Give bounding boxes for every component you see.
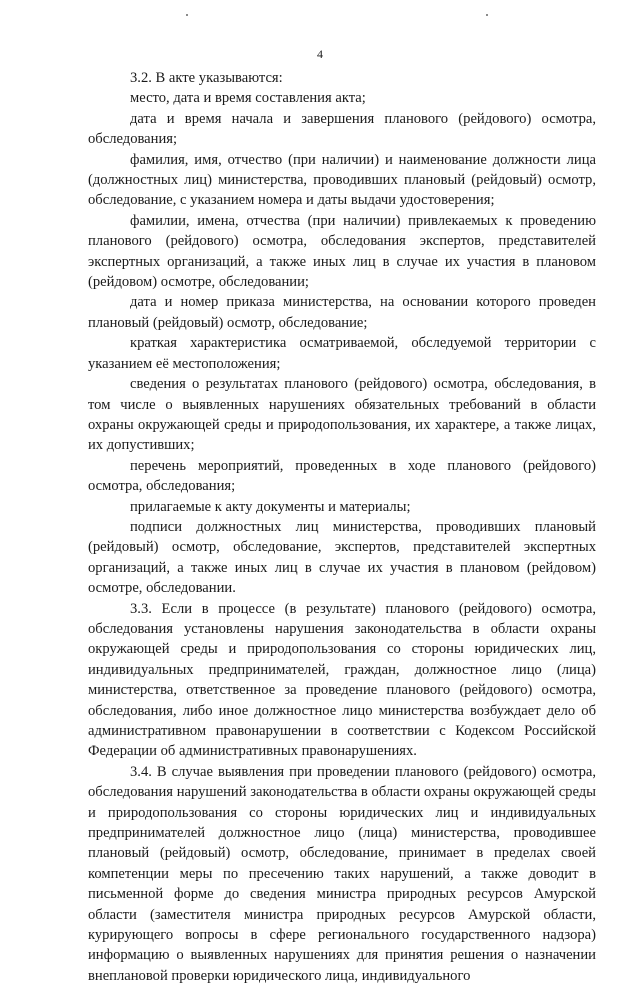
list-item: дата и номер приказа министерства, на основании которого проведен плановый (рейдовый) осмотр, обследование; [88,294,596,331]
list-item: дата и время начала и завершения планового (рейдового) осмотра, обследования; [88,110,596,148]
scan-speck [186,14,188,16]
list-item: сведения о результатах планового (рейдового) осмотра, обследования, в том числе о выявленных нарушениях обязательных требований в области охраны окружающей среды и природопользования, их характере, а также лицах, их допустивших; [88,376,596,454]
scan-speck [486,14,488,16]
page-number: 4 [317,47,323,61]
document-body [88,68,596,986]
list-item: подписи должностных лиц министерства, проводивших плановый (рейдовый) осмотр, обследование, экспертов, представителей экспертных организаций, а также иных лиц в случае их участия в плановом (рейдовом) осмотре, обследовании. [88,518,596,597]
list-item: фамилия, имя, отчество (при наличии) и наименование должности лица (должностных лиц) министерства, проводивших плановый (рейдовый) осмотр, обследование, с указанием номера и даты выдачи удостоверения; [88,151,596,209]
paragraph-3-4: 3.4. В случае выявления при проведении планового (рейдового) осмотра, обследования нарушений законодательства в области охраны окружающей среды и природопользования со стороны юридических лиц и индивидуальных предпринимателей должностное лицо (лица) министерства, проводившее плановый (рейдовый) осмотр, обследование, принимает в пределах своей компетенции меры по пресечению таких нарушений, а также доводит в письменной форме до сведения министра природных ресурсов Амурской области (заместителя министра природных ресурсов Амурской области, курирующего вопросы в сфере регионального государственного надзора) информацию о выявленных нарушениях для принятия решения о назначении внеплановой проверки юридического лица, индивидуального [88,763,596,984]
list-item: место, дата и время составления акта; [130,90,366,107]
list-item: прилагаемые к акту документы и материалы; [130,498,411,515]
list-item: фамилии, имена, отчества (при наличии) привлекаемых к проведению планового (рейдового) осмотра, обследования экспертов, представителей экспертных организаций, а также иных лиц в случае их участия в плановом (рейдовом) осмотре, обследовании; [88,212,596,291]
section-heading-3-2: 3.2. В акте указываются: [130,70,283,86]
paragraph-3-3: 3.3. Если в процессе (в результате) планового (рейдового) осмотра, обследования установлены нарушения законодательства в области охраны окружающей среды и природопользования со стороны юридических лиц, индивидуальных предпринимателей, граждан, должностное лицо (лица) министерства, ответственное за проведение планового (рейдового) осмотра, обследования, либо иное должностное лицо министерства возбуждает дело об административном правонарушении в соответствии с Кодексом Российской Федерации об административных правонарушениях. [88,600,596,760]
list-item: перечень мероприятий, проведенных в ходе планового (рейдового) осмотра, обследования; [88,457,596,495]
list-item: краткая характеристика осматриваемой, обследуемой территории с указанием её местоположения; [88,335,596,372]
